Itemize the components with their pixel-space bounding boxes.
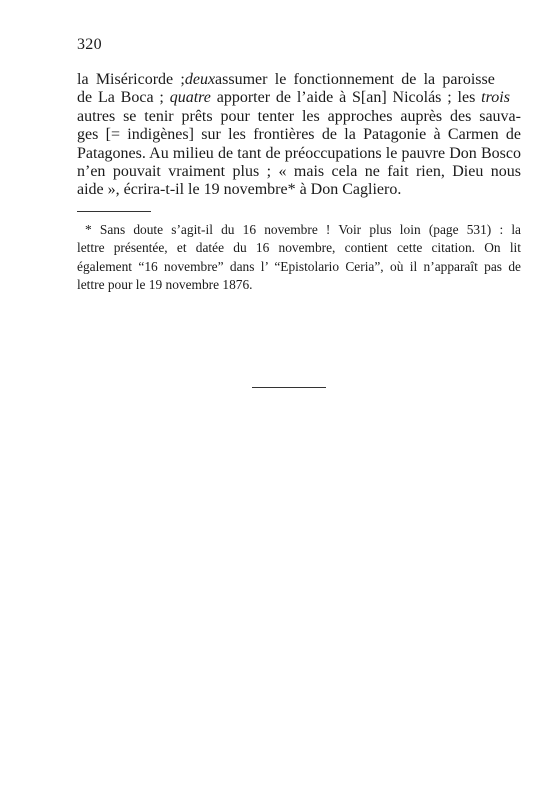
footnote-line-1: * Sans doute s’agit-il du 16 novembre ! Voir plus loin (page 531) : la	[85, 222, 521, 237]
page-number: 320	[77, 36, 102, 53]
body-line-7: aide », écrira-t-il le 19 novembre* à Don Cagliero.	[77, 181, 402, 199]
footnote-line-2: lettre présentée, et datée du 16 novembre, contient cette citation. On lit	[77, 240, 521, 256]
footnote-line-4: lettre pour le 19 novembre 1876.	[77, 277, 253, 293]
body-line-6: n’en pouvait vraiment plus ; « mais cela ne fait rien, Dieu nous	[77, 162, 521, 180]
body-text	[77, 71, 521, 200]
body-line-4: ges [= indigènes] sur les frontières de la Patagonie à Carmen de	[77, 126, 521, 144]
body-line-1	[77, 71, 521, 89]
footnote-line-3: également “16 novembre” dans l’ “Epistolario Ceria”, où il n’apparaît pas de	[77, 258, 521, 274]
footnote	[77, 220, 521, 294]
body-line-5: Patagones. Au milieu de tant de préoccupations le pauvre Don Bosco	[77, 144, 521, 162]
body-line-3: autres se tenir prêts pour tenter les approches auprès des sauva-	[77, 107, 521, 125]
body-line-2: de La Boca ; quatre apporter de l’aide à S[an] Nicolás ; les trois	[77, 89, 510, 107]
footnote-separator	[77, 211, 151, 212]
section-end-rule	[252, 387, 326, 388]
text-segment: la Miséricorde ;deuxassumer le fonctionnement de la paroisse	[77, 71, 495, 88]
